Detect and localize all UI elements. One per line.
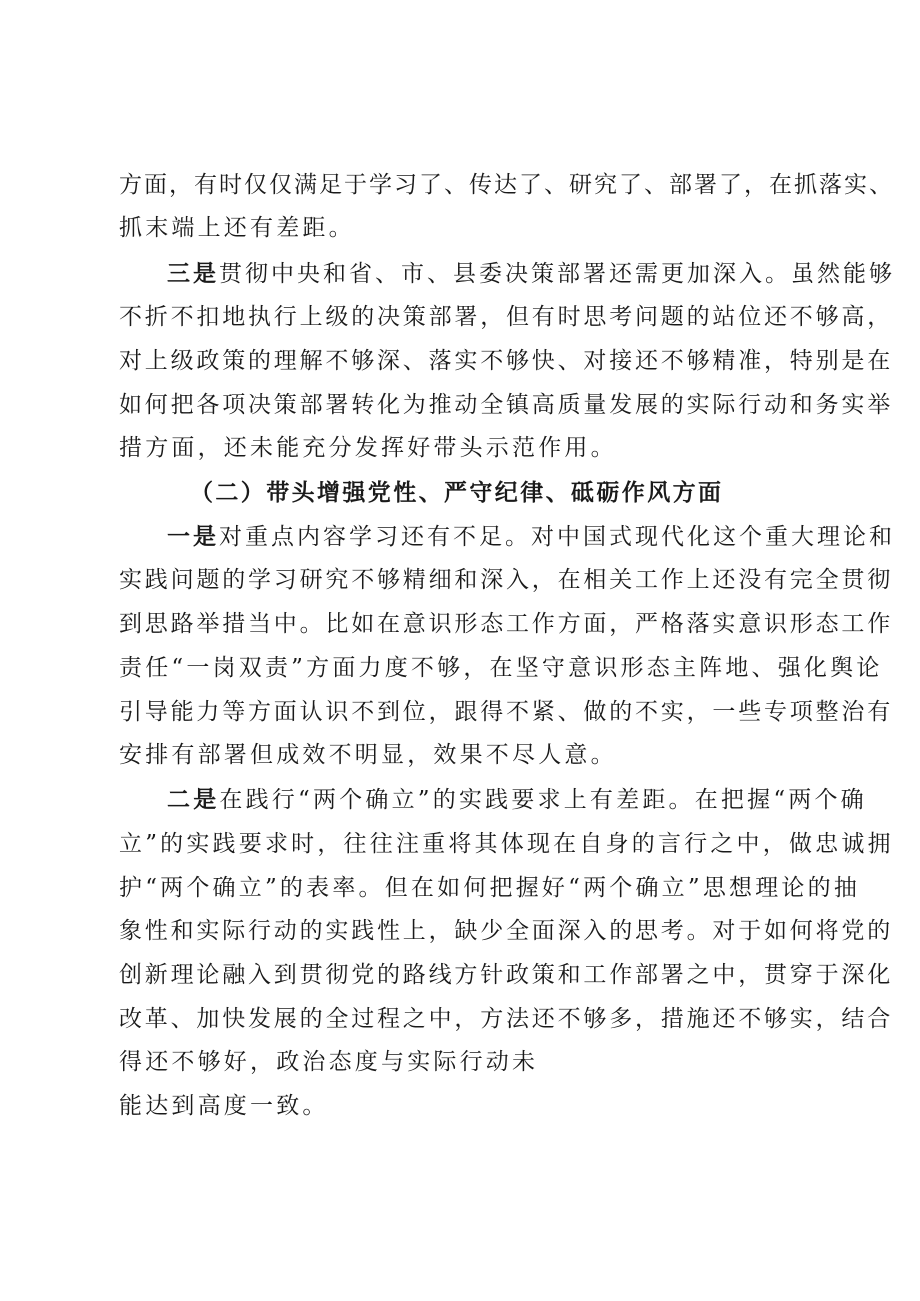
text-line: 实践问题的学习研究不够精细和深入，在相关工作上还没有完全贯彻 bbox=[119, 567, 893, 593]
paragraph-lead: 三是 bbox=[167, 260, 219, 287]
text-line: 护“两个确立”的表率。但在如何把握好“两个确立”思想理论的抽 bbox=[119, 875, 861, 901]
text-line: 措方面，还未能充分发挥好带头示范作用。 bbox=[119, 435, 617, 461]
text-line: 创新理论融入到贯彻党的路线方针政策和工作部署之中，贯穿于深化 bbox=[119, 962, 893, 988]
paragraph-first-line bbox=[167, 259, 895, 289]
text-line: 对上级政策的理解不够深、落实不够快、对接还不够精准，特别是在 bbox=[119, 348, 893, 374]
paragraph-lead: 二是 bbox=[167, 786, 220, 813]
text-line: 在践行“两个确立”的实践要求上有差距。在把握“两个确 bbox=[219, 787, 867, 813]
text-line: 能达到高度一致。 bbox=[119, 1093, 329, 1119]
text-line: 安排有部署但成效不明显，效果不尽人意。 bbox=[119, 742, 617, 768]
text-line: 得还不够好，政治态度与实际行动未 bbox=[119, 1049, 539, 1075]
text-line: 贯彻中央和省、市、县委决策部署还需更加深入。虽然能够 bbox=[219, 261, 895, 287]
text-line: 不折不扣地执行上级的决策部署，但有时思考问题的站位还不够高， bbox=[119, 304, 893, 330]
text-line: 责任“一岗双责”方面力度不够，在坚守意识形态主阵地、强化舆论 bbox=[119, 655, 883, 681]
section-heading: （二）带头增强党性、严守纪律、砥砺作风方面 bbox=[190, 479, 724, 506]
text-line: 方面，有时仅仅满足于学习了、传达了、研究了、部署了，在抓落实、 bbox=[119, 172, 894, 198]
paragraph-first-line bbox=[167, 785, 867, 815]
text-line: 如何把各项决策部署转化为推动全镇高质量发展的实际行动和务实举 bbox=[119, 392, 893, 418]
text-line: 改革、加快发展的全过程之中，方法还不够多，措施还不够实，结合 bbox=[119, 1006, 893, 1032]
paragraph-first-line bbox=[167, 522, 895, 552]
text-line: 到思路举措当中。比如在意识形态工作方面，严格落实意识形态工作 bbox=[119, 611, 893, 637]
text-line: 象性和实际行动的实践性上，缺少全面深入的思考。对于如何将党的 bbox=[119, 918, 893, 944]
text-line: 对重点内容学习还有不足。对中国式现代化这个重大理论和 bbox=[219, 524, 895, 550]
text-line: 抓末端上还有差距。 bbox=[119, 215, 355, 241]
paragraph-lead: 一是 bbox=[167, 523, 219, 550]
text-line: 立”的实践要求时，往往注重将其体现在自身的言行之中，做忠诚拥 bbox=[119, 831, 894, 857]
text-line: 引导能力等方面认识不到位，跟得不紧、做的不实，一些专项整治有 bbox=[119, 699, 893, 725]
